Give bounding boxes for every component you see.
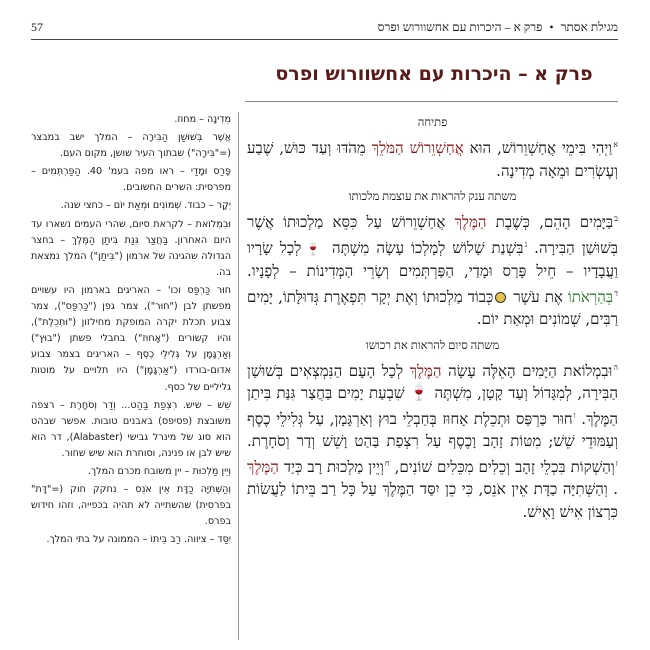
verse-number: ח <box>384 458 390 468</box>
section-heading: פתיחה <box>417 117 448 129</box>
verse-text: לְכָל הָעָם הַנִּמְצְאִים בְּשׁוּשַׁן הַבִּירָה, לְמִגָּדוֹל וְעַד קָטָן, מִשְׁתֶּה 🍷 שִׁבְעַת יָמִים בַּחֲצַר גִּנַּת בִּיתַן הַמֶּלֶךְ. <box>247 361 618 428</box>
king-word: אֲחַשְׁוֵרוֹשׁ הַמֹּלֵךְ <box>365 139 464 157</box>
verse-number: ד <box>614 288 618 298</box>
commentary-note: וְיֵין מַלְכוּת – יין משובח מכרם המלך. <box>87 465 231 477</box>
verse-text: וּבִמְלוֹאת הַיָּמִים הָאֵלֶּה עָשָׂה <box>441 361 613 380</box>
verse-paragraph <box>247 134 618 182</box>
page-number: 57 <box>31 20 43 34</box>
verse-text: לְכָל שָׂרָיו וַעֲבָדָיו – חֵיל פָּרַס וּמָדַי, הַפַּרְתְּמִים וְשָׂרֵי הַמְּדִינוֹת – לְפָנָיו. <box>247 238 618 280</box>
verse-number: ו <box>573 410 576 420</box>
commentary-note: וְהַשְּׁתִיָּה כַדָּת אֵין אֹנֵס – נחקק חוק (="דָּת" בפרסית) שהשתייה לא תהיה בכפייה, וזהו חידוש בפרס. <box>31 484 231 528</box>
running-header <box>378 20 618 35</box>
commentary-note: שֵׁשׁ – שיש. רִצְפַת בַּהַט... וְדַר וְסֹחָרֶת – רצפה משובצת (פסיפס) באבנים טובות. אפשר שבהט הוא סוג של מינרל גבישי (Alabaster), דר הוא שיש לבן או פנינה, וסוחרת הוא שיש שחור. <box>31 399 231 459</box>
main-text-column <box>247 112 618 644</box>
verse-paragraph <box>247 208 618 331</box>
commentary-note: פָּרַס וּמָדַי – ראו מפה בעמ' 40. הַפַּרְתְּמִים – מפרסית: השרים החשובים. <box>31 166 231 194</box>
verse-paragraph <box>247 357 618 524</box>
commentary-note: וּבִמְלוֹאת – לקראת סיום, שהרי העמים נשארו עד היום האחרון. בַּחֲצַר גִּנַּת בִּיתַן הַמֶּלֶךְ – בחצר הגדולה שהגינה של ארמון ("בִּיתַן") המלך נמצאת בה. <box>31 218 231 278</box>
commentary-note: חוּר כַּרְפַּס וכו' – האריגים בארמון היו עשויים מפשתן לבן ("חוּר"), צמר גפן ("כַּרְפַּס"), צמר צבוע תכלת יקרה המופקת מחילזון ("וּתְכֵלֶת"), והיו קשורים ("אָחוּז") בחבלי פשתן ("בוּץ") וְאַרְגָּמָן על גְּלִילֵי כֶסֶף – האריגים בצמר צבוע אדום-בורדו ("אַרְגָּמָן") היו תלויים על מוטות גליליים של כסף. <box>31 284 231 393</box>
verse-number: א <box>613 140 618 149</box>
verse-text: אֶת עֹשֶׁר <box>508 287 563 306</box>
wealth-marker-icon <box>495 292 506 303</box>
column-divider <box>238 112 239 640</box>
commentary-note: יִסַּד – ציווה. רַב בֵּיתוֹ – הממונה על בתי המלך. <box>46 534 231 546</box>
king-word: הַמֶּלֶךְ <box>445 213 487 231</box>
verse-number: ג <box>524 239 528 249</box>
verse-text: וְהַשְׁקוֹת בִּכְלֵי זָהָב וְכֵלִים מִכֵּלִים שׁוֹנִים, <box>389 457 615 476</box>
running-header-book: מגילת אסתר <box>560 20 618 34</box>
commentary-note: מְדִינָה – מחוז. <box>174 114 231 125</box>
commentary-note: אֲשֶׁר בְּשׁוּשַׁן הַבִּירָה – המלך ישב במבצר (="בִּירָה") שבתוך העיר שושן, מקום העם. <box>31 132 231 160</box>
wine-cup-icon: 🍷 <box>303 241 323 256</box>
verse-text: וַיְהִי בִּימֵי אֲחַשְׁוֵרוֹשׁ, הוּא <box>463 139 613 157</box>
chapter-title: פרק א – היכרות עם אחשוורוש ופרס <box>275 63 593 85</box>
king-word: הַמֶּלֶךְ <box>247 457 279 476</box>
section-heading: משתה סיום להראות את רכושו <box>365 339 500 352</box>
verse-text: חוּר כַּרְפַּס וּתְכֵלֶת אָחוּז בְּחַבְלֵי בוּץ וְאַרְגָּמָן, עַל גְּלִילֵי כֶסֶף וְעַמּוּדֵי שֵׁשׁ; מִטּוֹת זָהָב וָכֶסֶף עַל רִצְפַת בַּהַט וָשֵׁשׁ וְדַר וְסֹחָרֶת. <box>247 409 618 450</box>
section-heading: משתה ענק להראות את עוצמת מלכותו <box>348 191 517 203</box>
verse-text: מֵהֹדּוּ וְעַד כּוּשׁ, שֶׁבַע וְעֶשְׂרִים וּמֵאָה מְדִינָה. <box>247 139 618 180</box>
verse-text: אֲחַשְׁוֵרוֹשׁ עַל כִּסֵּא מַלְכוּתוֹ אֲשֶׁר בְּשׁוּשַׁן הַבִּירָה. <box>247 213 618 257</box>
verse-number: ב <box>614 214 618 223</box>
verse-text: בַּיָּמִים הָהֵם, כְּשֶׁבֶת <box>486 213 614 231</box>
running-header-separator: • <box>549 20 554 34</box>
running-header-chapter: פרק א – היכרות עם אחשוורוש ופרס <box>377 20 543 34</box>
commentary-note: יְקָר – כבוד. שְׁמוֹנִים וּמְאַת יוֹם – כחצי שנה. <box>60 200 231 212</box>
verse-text: וְיֵין מַלְכוּת רָב כְּיַד <box>278 457 384 476</box>
title-divider <box>245 101 618 102</box>
verse-text: . וְהַשְּׁתִיָּה כַדָּת אֵין אֹנֵס, כִּי כֵן יִסַּד הַמֶּלֶךְ עַל כָּל רַב בֵּיתוֹ לַעֲשׂוֹת כִּרְצוֹן אִישׁ וָאִישׁ. <box>247 480 618 521</box>
verse-number: ז <box>615 458 618 468</box>
commentary-column <box>31 112 231 642</box>
verse-text: כְּבוֹד מַלְכוּתוֹ וְאֶת יְקָר תִּפְאֶרֶת גְּדוּלָּתוֹ, יָמִים רַבִּים, שְׁמוֹנִים וּמְאַת יוֹם. <box>247 287 618 328</box>
highlighted-word: בְּהַרְאֹתוֹ <box>562 287 614 306</box>
header-divider <box>31 39 618 40</box>
verse-number: ה <box>613 362 618 372</box>
verse-text: בִּשְׁנַת שָׁלוֹשׁ לְמָלְכוֹ עָשָׂה מִשְׁתֶּה <box>324 238 524 257</box>
king-word: הַמֶּלֶךְ <box>403 361 442 380</box>
